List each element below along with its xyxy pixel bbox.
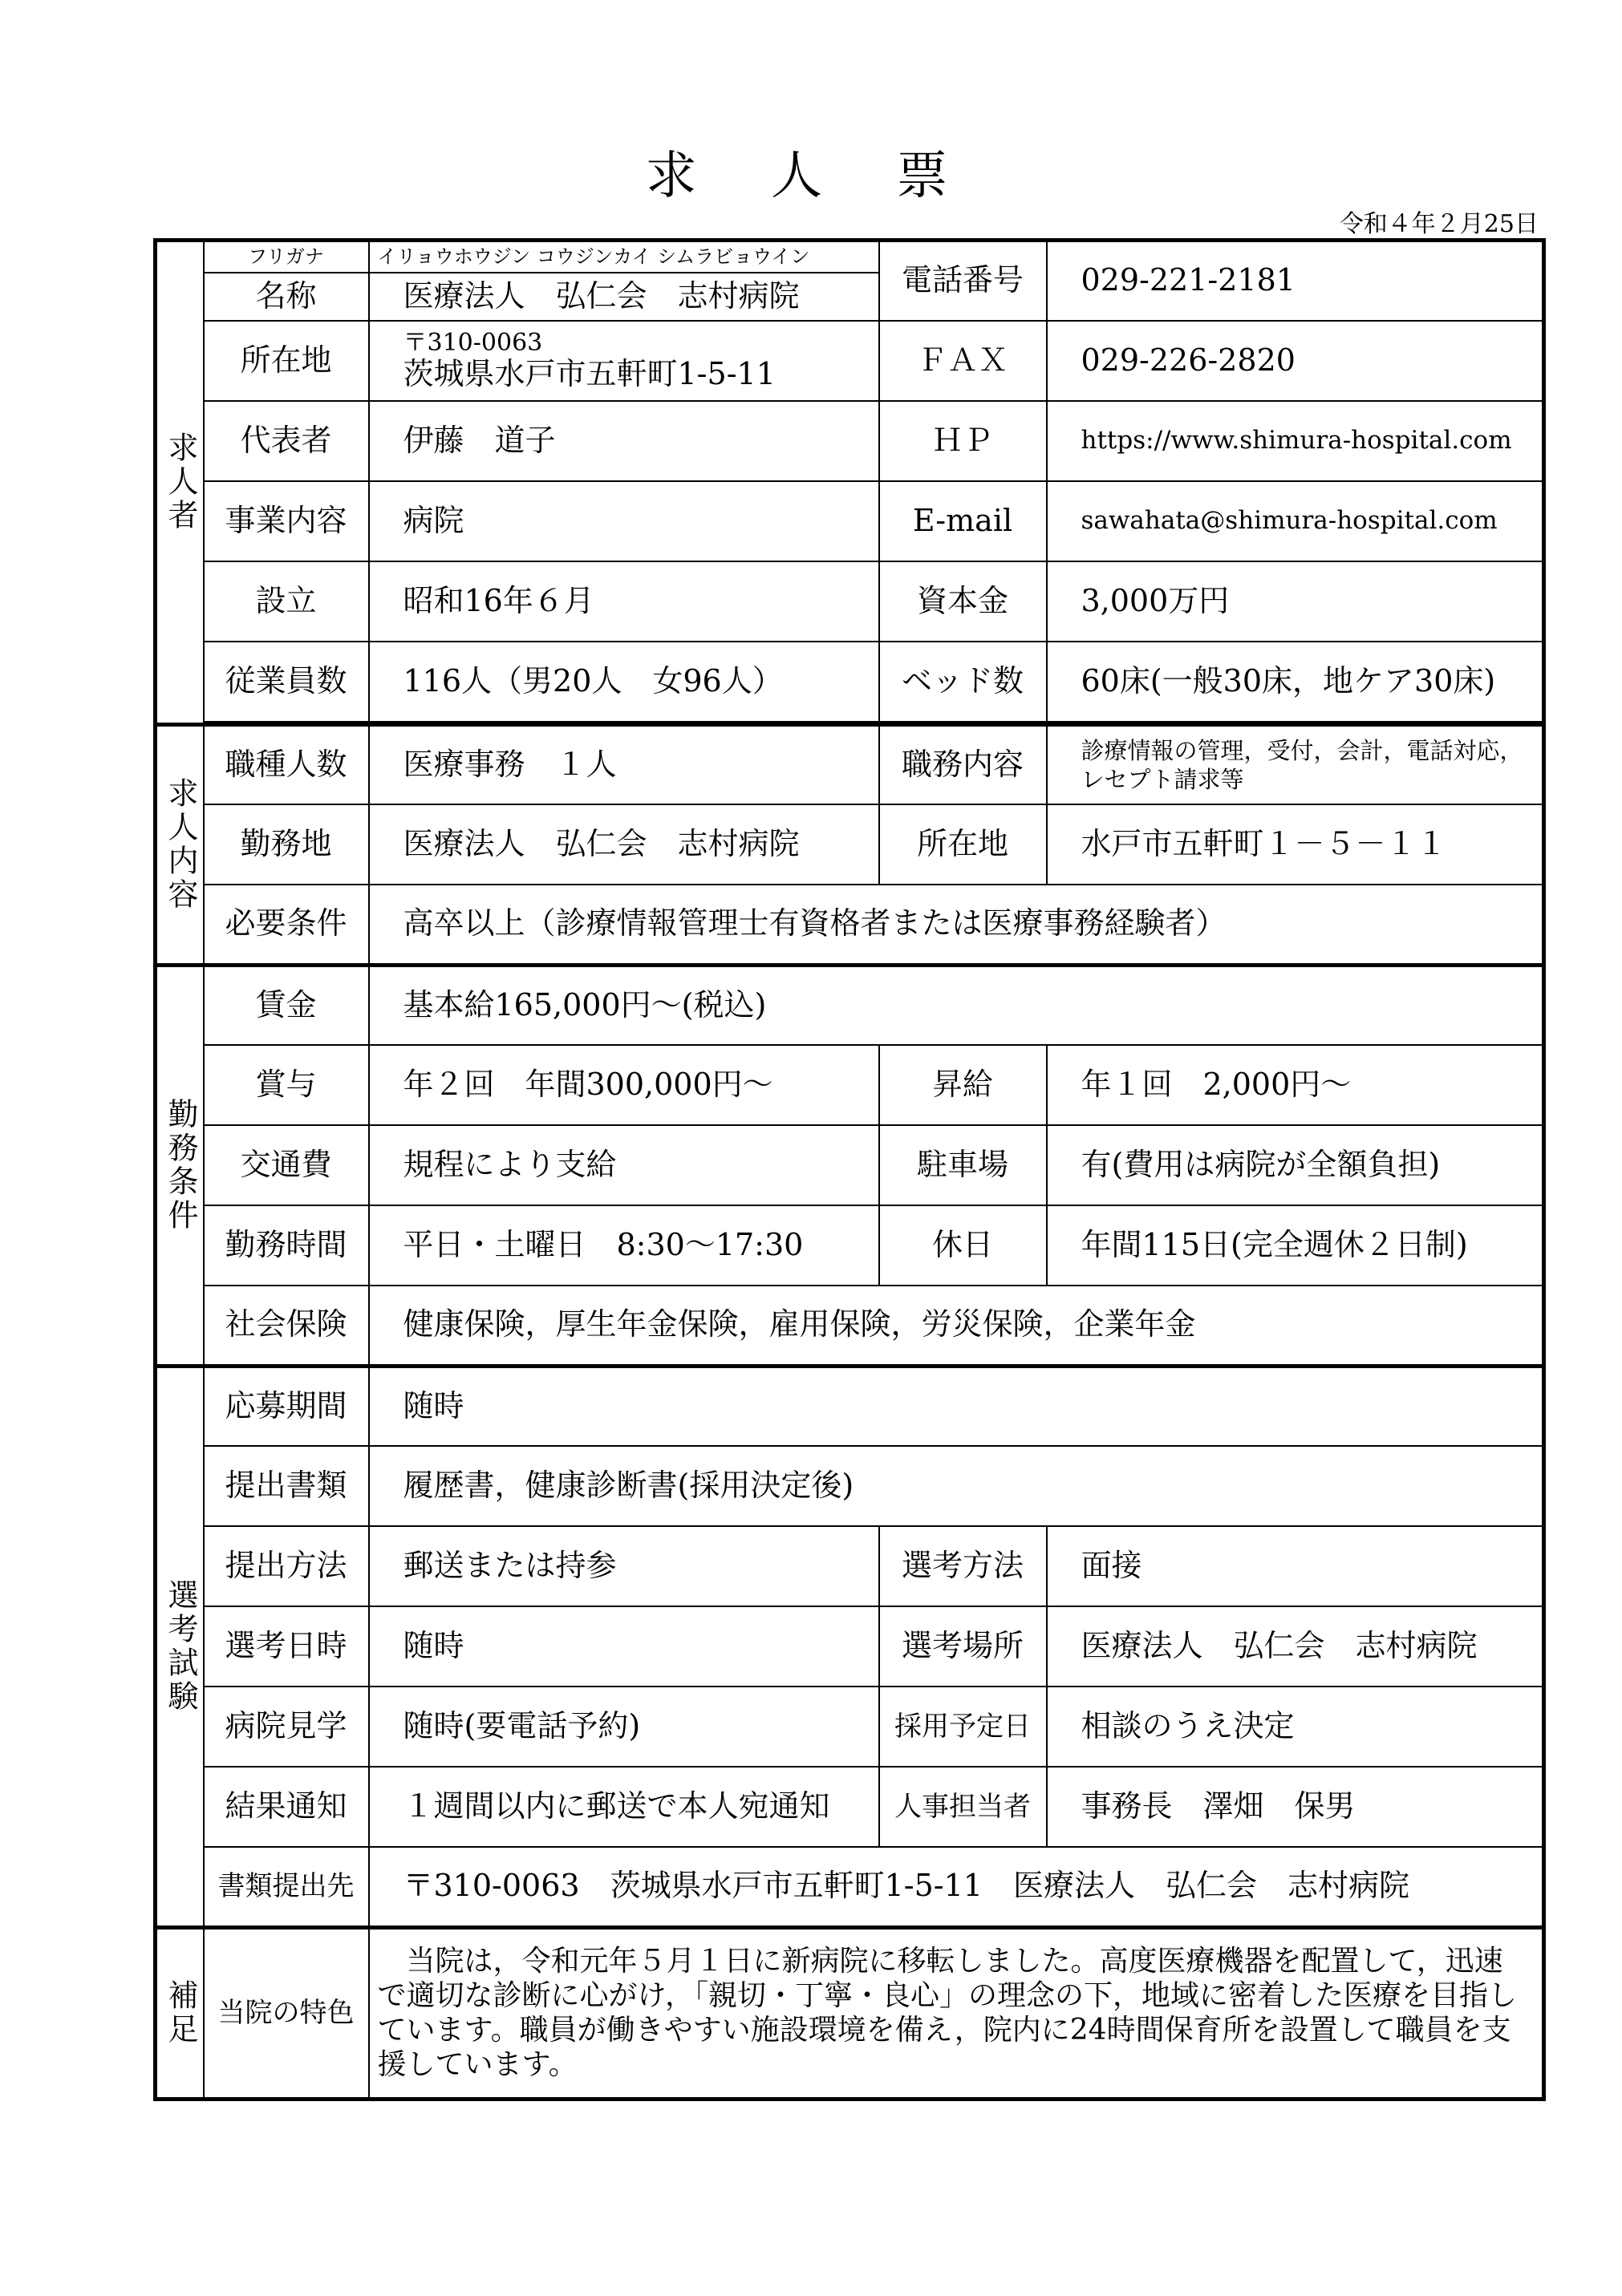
address-cell — [369, 321, 879, 401]
requirements-label: 必要条件 — [204, 885, 369, 965]
submit-destination-value: 〒310-0063 茨城県水戸市五軒町1-5-11 医療法人 弘仁会 志村病院 — [369, 1847, 1544, 1927]
email-label: E-mail — [879, 481, 1047, 561]
homepage-label: ＨＰ — [879, 401, 1047, 481]
representative-label: 代表者 — [204, 401, 369, 481]
address-label: 所在地 — [204, 321, 369, 401]
beds-label: ベッド数 — [879, 642, 1047, 722]
hire-date-label: 採用予定日 — [879, 1687, 1047, 1767]
furigana-label: フリガナ — [204, 241, 369, 273]
hospital-visit-label: 病院見学 — [204, 1687, 369, 1767]
phone-label: 電話番号 — [879, 241, 1047, 321]
selection-method-label: 選考方法 — [879, 1526, 1047, 1606]
submit-method-label: 提出方法 — [204, 1526, 369, 1606]
section-employer: 求人者 — [156, 241, 204, 725]
job-type-label: 職種人数 — [204, 724, 369, 804]
section-conditions: 勤務条件 — [156, 965, 204, 1366]
submit-method-value: 郵送または持参 — [369, 1526, 879, 1606]
location-value: 水戸市五軒町１－５－１１ — [1047, 804, 1544, 885]
insurance-value: 健康保険，厚生年金保険，雇用保険，労災保険，企業年金 — [369, 1286, 1544, 1366]
holiday-label: 休日 — [879, 1205, 1047, 1286]
raise-value: 年１回 2,000円～ — [1047, 1045, 1544, 1125]
email-value: sawahata@shimura-hospital.com — [1047, 481, 1544, 561]
selection-venue-value: 医療法人 弘仁会 志村病院 — [1047, 1606, 1544, 1687]
capital-value: 3,000万円 — [1047, 561, 1544, 642]
documents-label: 提出書類 — [204, 1446, 369, 1526]
hours-value: 平日・土曜日 8:30～17:30 — [369, 1205, 879, 1286]
result-notice-value: １週間以内に郵送で本人宛通知 — [369, 1767, 879, 1847]
business-label: 事業内容 — [204, 481, 369, 561]
hospital-visit-value: 随時(要電話予約) — [369, 1687, 879, 1767]
section-job: 求人内容 — [156, 724, 204, 965]
holiday-value: 年間115日(完全週休２日制) — [1047, 1205, 1544, 1286]
result-notice-label: 結果通知 — [204, 1767, 369, 1847]
page-title: 求 人 票 — [645, 147, 977, 206]
fax-label: ＦＡＸ — [879, 321, 1047, 401]
workplace-label: 勤務地 — [204, 804, 369, 885]
phone-value: 029-221-2181 — [1047, 241, 1544, 321]
business-value: 病院 — [369, 481, 879, 561]
wage-value: 基本給165,000円～(税込) — [369, 965, 1544, 1045]
issue-date: 令和４年２月25日 — [1339, 210, 1539, 238]
period-label: 応募期間 — [204, 1366, 369, 1446]
bonus-value: 年２回 年間300,000円～ — [369, 1045, 879, 1125]
hr-contact-value: 事務長 澤畑 保男 — [1047, 1767, 1544, 1847]
transport-label: 交通費 — [204, 1125, 369, 1205]
selection-date-value: 随時 — [369, 1606, 879, 1687]
location-label: 所在地 — [879, 804, 1047, 885]
period-value: 随時 — [369, 1366, 1544, 1446]
furigana-value: イリョウホウジン コウジンカイ シムラビョウイン — [369, 241, 879, 273]
insurance-label: 社会保険 — [204, 1286, 369, 1366]
selection-date-label: 選考日時 — [204, 1606, 369, 1687]
duty-value: 診療情報の管理，受付，会計，電話対応，レセプト請求等 — [1047, 724, 1544, 804]
job-type-value: 医療事務 １人 — [369, 724, 879, 804]
hr-contact-label: 人事担当者 — [879, 1767, 1047, 1847]
raise-label: 昇給 — [879, 1045, 1047, 1125]
feature-label: 当院の特色 — [204, 1927, 369, 2099]
section-selection: 選考試験 — [156, 1366, 204, 1927]
founded-value: 昭和16年６月 — [369, 561, 879, 642]
zip-code: 〒310-0063 — [403, 328, 543, 357]
address-value: 茨城県水戸市五軒町1-5-11 — [403, 355, 776, 391]
job-posting-form — [153, 238, 1546, 2101]
founded-label: 設立 — [204, 561, 369, 642]
submit-destination-label: 書類提出先 — [204, 1847, 369, 1927]
beds-value: 60床(一般30床，地ケア30床) — [1047, 642, 1544, 722]
section-supplement: 補足 — [156, 1927, 204, 2099]
representative-value: 伊藤 道子 — [369, 401, 879, 481]
parking-label: 駐車場 — [879, 1125, 1047, 1205]
homepage-value: https://www.shimura-hospital.com — [1047, 401, 1544, 481]
duty-label: 職務内容 — [879, 724, 1047, 804]
requirements-value: 高卒以上（診療情報管理士有資格者または医療事務経験者） — [369, 885, 1544, 965]
selection-venue-label: 選考場所 — [879, 1606, 1047, 1687]
staff-label: 従業員数 — [204, 642, 369, 722]
name-value: 医療法人 弘仁会 志村病院 — [369, 273, 879, 321]
parking-value: 有(費用は病院が全額負担) — [1047, 1125, 1544, 1205]
documents-value: 履歴書，健康診断書(採用決定後) — [369, 1446, 1544, 1526]
bonus-label: 賞与 — [204, 1045, 369, 1125]
transport-value: 規程により支給 — [369, 1125, 879, 1205]
staff-value: 116人（男20人 女96人） — [369, 642, 879, 722]
hire-date-value: 相談のうえ決定 — [1047, 1687, 1544, 1767]
name-label: 名称 — [204, 273, 369, 321]
selection-method-value: 面接 — [1047, 1526, 1544, 1606]
capital-label: 資本金 — [879, 561, 1047, 642]
feature-value: 当院は，令和元年５月１日に新病院に移転しました。高度医療機器を配置して，迅速で適切な診断に心がけ，「親切・丁寧・良心」の理念の下，地域に密着した医療を目指しています。職員が働きやすい施設環境を備え，院内に24時間保育所を設置して職員を支援しています。 — [369, 1927, 1544, 2099]
hours-label: 勤務時間 — [204, 1205, 369, 1286]
workplace-value: 医療法人 弘仁会 志村病院 — [369, 804, 879, 885]
wage-label: 賃金 — [204, 965, 369, 1045]
fax-value: 029-226-2820 — [1047, 321, 1544, 401]
